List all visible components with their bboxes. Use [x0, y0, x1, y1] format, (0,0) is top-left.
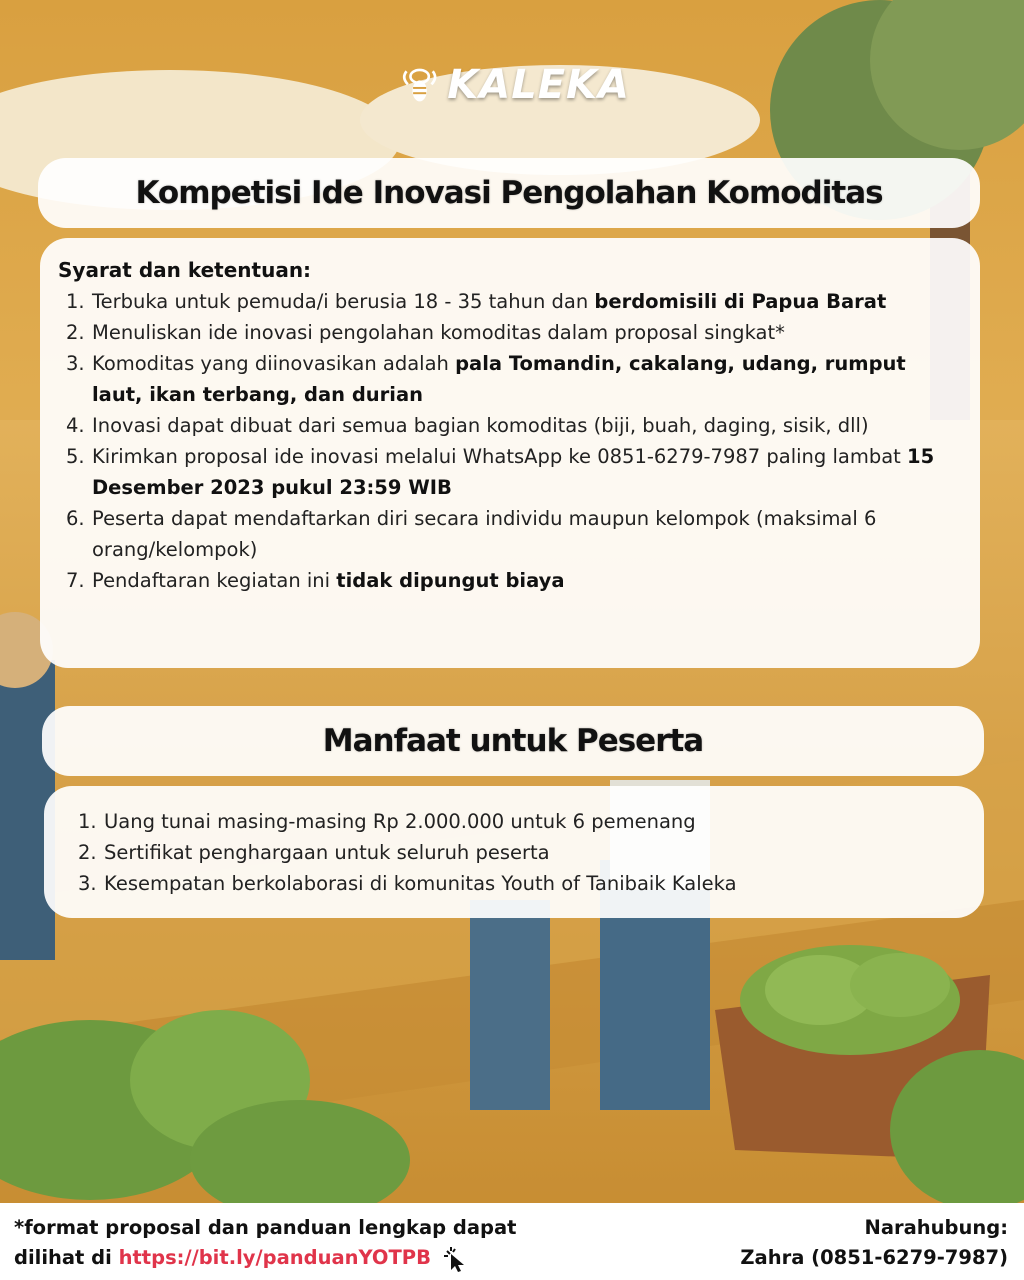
terms-heading: Syarat dan ketentuan:	[58, 258, 312, 282]
footer-note-line2	[14, 1243, 517, 1273]
list-item-bold-text: pala Tomandin, cakalang, udang, rumput laut, ikan terbang, dan durian	[92, 352, 906, 406]
terms-card	[40, 238, 980, 668]
contact-value: Zahra (0851-6279-7987)	[740, 1246, 1008, 1269]
list-item	[40, 503, 955, 565]
list-item-bold-text: berdomisili di Papua Barat	[594, 290, 887, 313]
brand-logo	[400, 50, 630, 120]
list-item	[52, 806, 952, 837]
guide-link[interactable]: https://bit.ly/panduanYOTPB	[118, 1246, 431, 1269]
list-item	[40, 441, 955, 503]
list-item-text: Menuliskan ide inovasi pengolahan komoditas dalam proposal singkat*	[92, 321, 785, 344]
list-item-text: Uang tunai masing-masing Rp 2.000.000 untuk 6 pemenang	[104, 810, 696, 833]
list-item-number: 5.	[66, 445, 85, 468]
page-title: Kompetisi Ide Inovasi Pengolahan Komoditas	[135, 175, 883, 211]
list-item	[40, 348, 955, 410]
list-item-number: 1.	[66, 290, 85, 313]
list-item-number: 3.	[78, 872, 97, 895]
list-item-number: 3.	[66, 352, 85, 375]
list-item	[40, 410, 955, 441]
cursor-click-icon	[442, 1246, 468, 1272]
list-item-text: Komoditas yang diinovasikan adalah	[92, 352, 456, 375]
list-item-number: 2.	[66, 321, 85, 344]
benefits-list	[52, 806, 952, 899]
list-item-text: Terbuka untuk pemuda/i berusia 18 - 35 tahun dan	[92, 290, 595, 313]
list-item-text: Inovasi dapat dibuat dari semua bagian komoditas (biji, buah, daging, sisik, dll)	[92, 414, 869, 437]
brand-name: KALEKA	[447, 62, 630, 108]
list-item-number: 1.	[78, 810, 97, 833]
list-item	[40, 565, 955, 596]
benefits-card	[44, 786, 984, 918]
benefits-heading: Manfaat untuk Peserta	[322, 723, 704, 759]
list-item-number: 6.	[66, 507, 85, 530]
list-item-bold-text: tidak dipungut biaya	[336, 569, 565, 592]
list-item-text: Pendaftaran kegiatan ini	[92, 569, 337, 592]
list-item	[52, 868, 952, 899]
list-item-number: 2.	[78, 841, 97, 864]
footer	[0, 1203, 1024, 1280]
contact-info	[740, 1213, 1008, 1273]
list-item-number: 4.	[66, 414, 85, 437]
bee-logo-icon	[400, 54, 439, 116]
list-item-number: 7.	[66, 569, 85, 592]
list-item-text: Peserta dapat mendaftarkan diri secara individu maupun kelompok (maksimal 6 orang/kelompok)	[92, 507, 877, 561]
list-item-text: Kesempatan berkolaborasi di komunitas Youth of Tanibaik Kaleka	[104, 872, 737, 895]
list-item	[40, 286, 955, 317]
contact-label: Narahubung:	[864, 1216, 1008, 1239]
footer-note-line1: *format proposal dan panduan lengkap dapat	[14, 1216, 517, 1239]
list-item	[52, 837, 952, 868]
title-card	[38, 158, 980, 228]
terms-list	[40, 286, 955, 596]
list-item	[40, 317, 955, 348]
list-item-bold-text: 15 Desember 2023 pukul 23:59 WIB	[92, 445, 935, 499]
list-item-text: Kirimkan proposal ide inovasi melalui WhatsApp ke 0851-6279-7987 paling lambat	[92, 445, 908, 468]
list-item-text: Sertifikat penghargaan untuk seluruh peserta	[104, 841, 550, 864]
footer-note-prefix: dilihat di	[14, 1246, 119, 1269]
footer-note	[14, 1213, 517, 1273]
benefits-title-card	[42, 706, 984, 776]
